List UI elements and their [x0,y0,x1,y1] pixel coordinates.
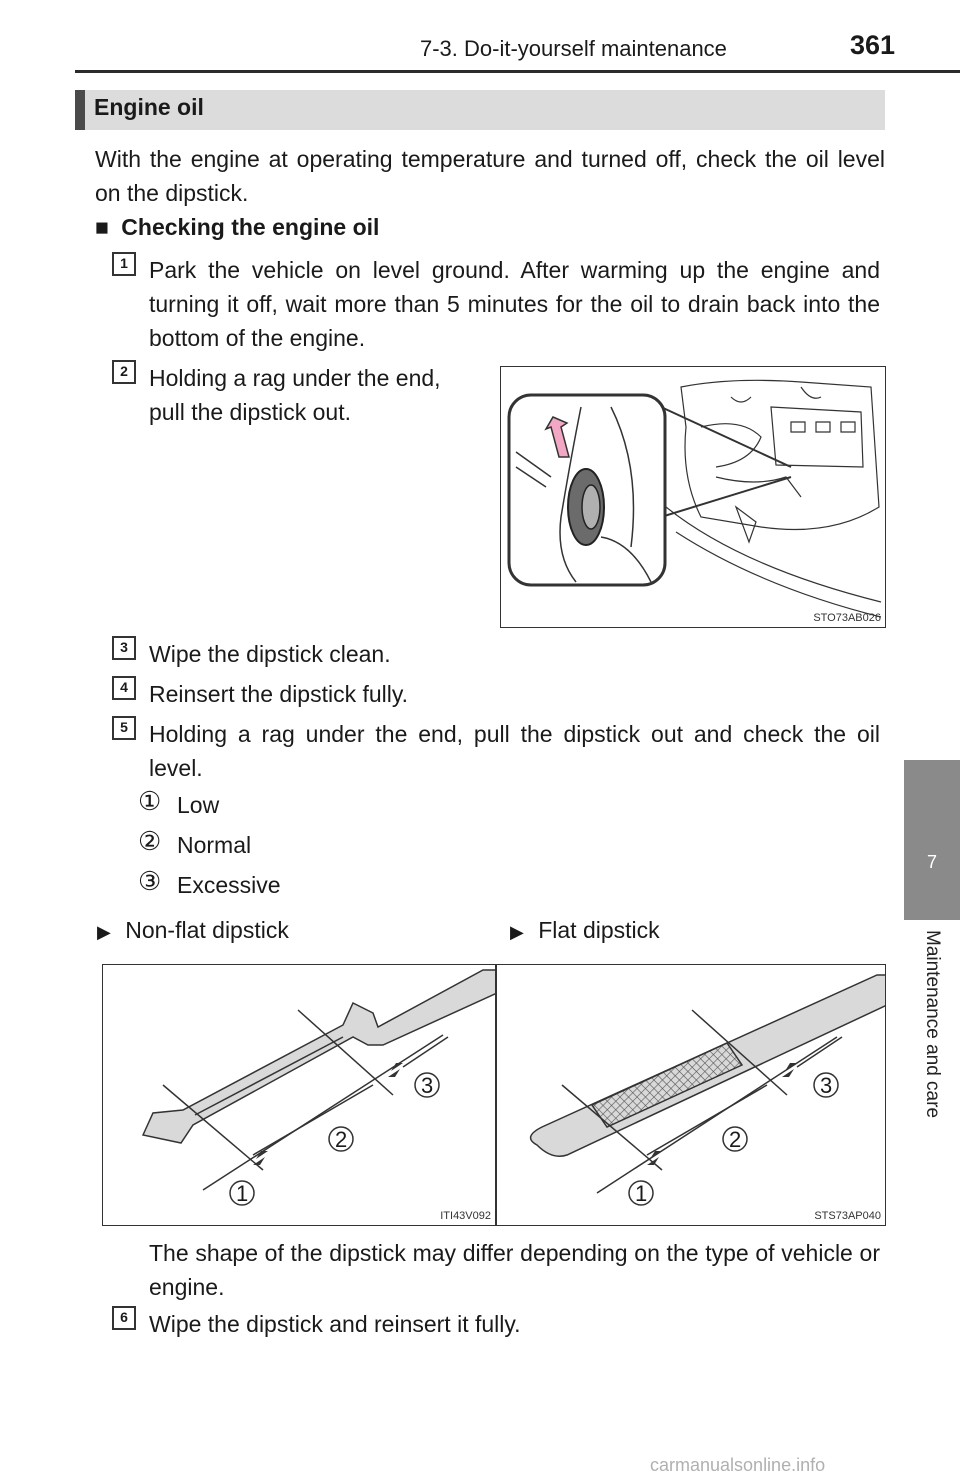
triangle-bullet-icon: ▶ [97,922,111,942]
watermark: carmanualsonline.info [650,1455,826,1475]
chapter-tab [904,760,960,920]
level-label-excessive: Excessive [177,872,281,898]
step-text-6: Wipe the dipstick and reinsert it fully. [149,1311,521,1337]
non-flat-dipstick-figure [102,964,496,1226]
level-mark-circle: ① [138,786,162,816]
step-text-2: Holding a rag under the end, pull the dipstick out. [149,365,441,425]
step-number-3: 3 [112,636,136,660]
step-number-4: 4 [112,676,136,700]
non-flat-heading: ▶ Non-flat dipstick [97,917,289,943]
non-flat-dipstick-illustration [103,965,496,1226]
level-item [138,828,161,855]
chapter-title: Maintenance and care [922,930,943,1119]
step-text-5: Holding a rag under the end, pull the dipstick out and check the oil level. [149,721,880,781]
step-text-3: Wipe the dipstick clean. [149,641,391,667]
step-text-4: Reinsert the dipstick fully. [149,681,409,707]
subheading-bullet: ■ [95,214,109,240]
step-number-6: 6 [112,1306,136,1330]
section-title: Engine oil [94,94,204,120]
level-mark-circle: ② [138,826,162,856]
dipstick-label-2: 2 [729,1127,742,1152]
chapter-number: 7 [926,852,937,872]
level-item [138,788,161,815]
dipstick-label-2: 2 [335,1127,348,1152]
step-text-1: Park the vehicle on level ground. After warming up the engine and turning it off, wait more than 5 minutes for the oil to drain back into the bottom of the engine. [149,257,880,351]
flat-dipstick-illustration [497,965,886,1226]
triangle-bullet-icon: ▶ [510,922,524,942]
level-label-normal: Normal [177,832,252,858]
page-number: 361 [850,30,896,60]
level-item [138,868,161,895]
figure-code: STO73AB026 [813,612,881,624]
step-number-2: 2 [112,360,136,384]
step-number-1: 1 [112,252,136,276]
subheading [95,214,379,241]
dipstick-label-1: 1 [635,1181,648,1206]
header-section-title: 7-3. Do-it-yourself maintenance [420,36,727,61]
flat-heading: ▶ Flat dipstick [510,917,660,943]
dipstick-label-3: 3 [820,1073,833,1098]
engine-illustration [501,367,886,628]
shape-note: The shape of the dipstick may differ depending on the type of vehicle or engine. [149,1240,880,1300]
header-rule [75,70,960,73]
step-number-5: 5 [112,716,136,740]
intro-text: With the engine at operating temperature and turned off, check the oil level on the dipstick. [95,146,885,206]
level-label-low: Low [177,792,220,818]
subheading-text: Checking the engine oil [121,214,380,240]
flat-dipstick-figure [496,964,886,1226]
engine-dipstick-figure [500,366,886,628]
dipstick-label-1: 1 [236,1181,249,1206]
figure-code: ITI43V092 [440,1210,491,1222]
level-mark-circle: ③ [138,866,162,896]
figure-code: STS73AP040 [814,1210,881,1222]
dipstick-label-3: 3 [421,1073,434,1098]
